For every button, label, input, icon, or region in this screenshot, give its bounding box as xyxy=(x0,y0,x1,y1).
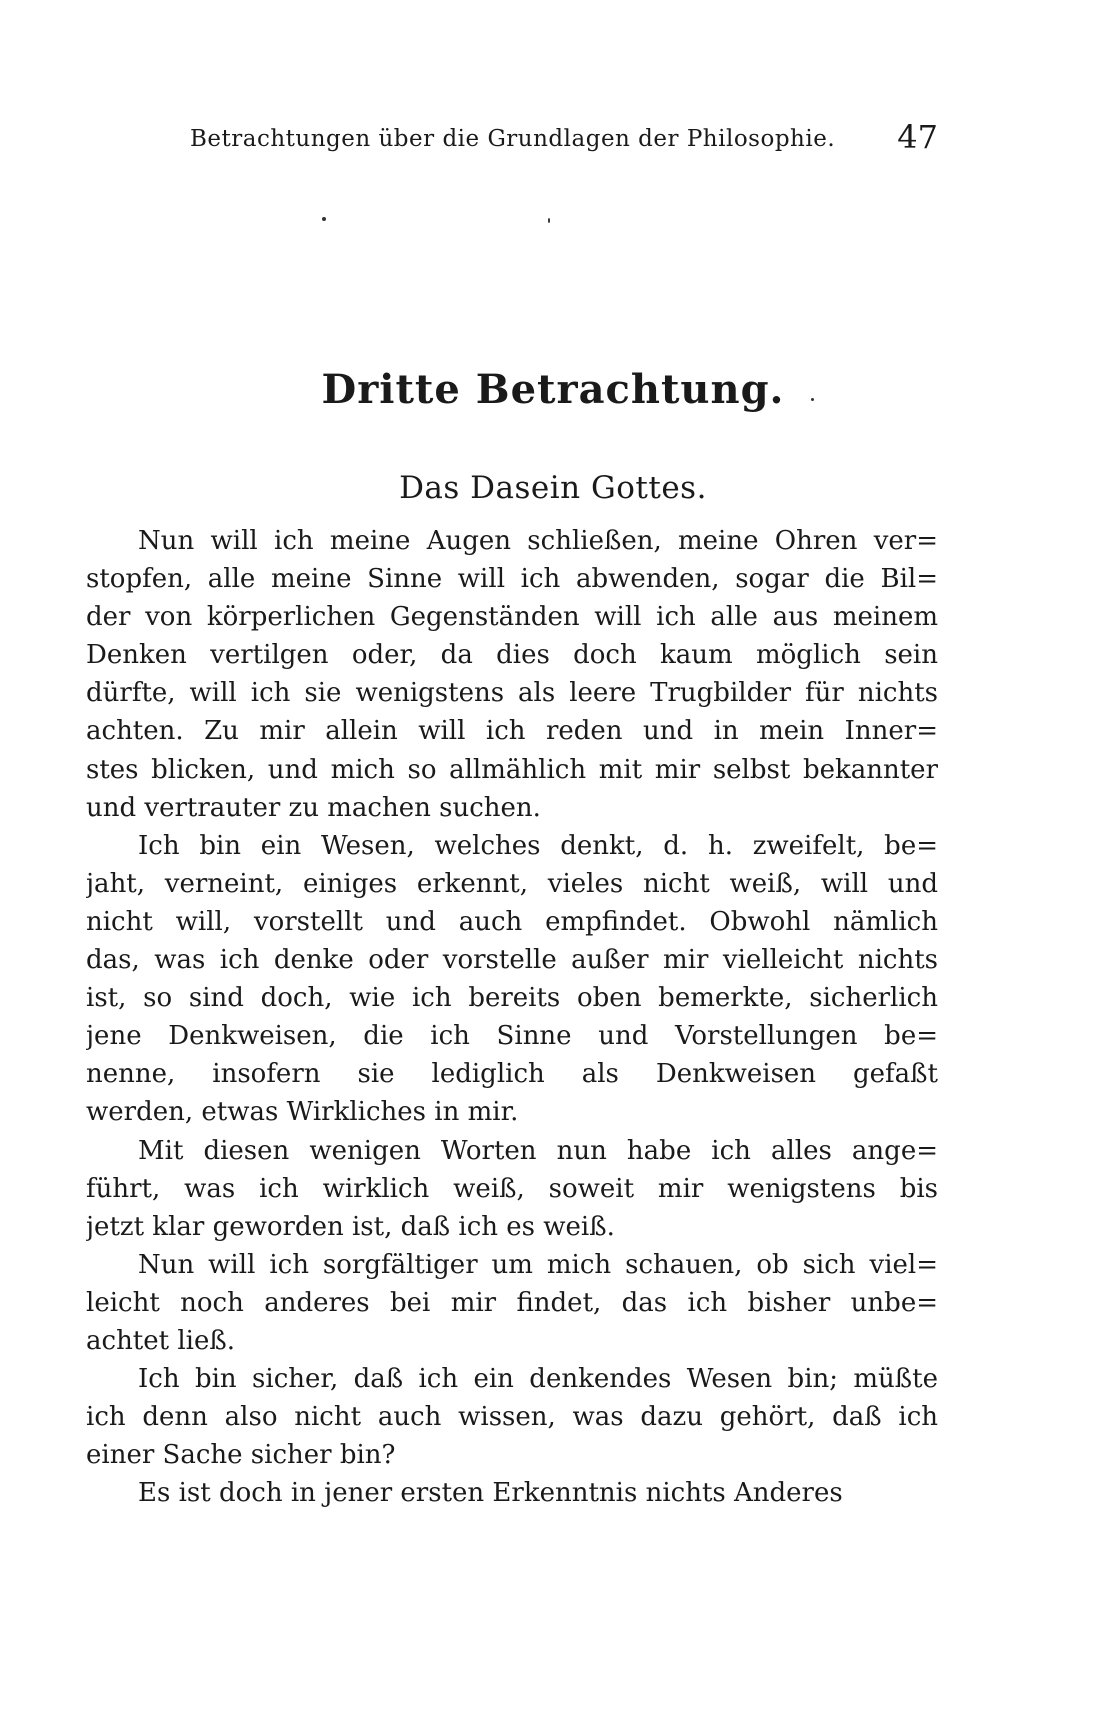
text-line: stes blicken, und mich so allmählich mit mir selbst bekannter xyxy=(86,754,938,785)
print-speck xyxy=(548,218,550,223)
text-line: ist, so sind doch, wie ich bereits oben bemerkte, sicherlich xyxy=(86,983,938,1014)
text-line: leicht noch anderes bei mir findet, das ich bisher unbe= xyxy=(86,1287,938,1318)
chapter-title: Dritte Betrachtung. xyxy=(321,366,785,413)
running-head xyxy=(86,118,938,158)
text-line: führt, was ich wirklich weiß, soweit mir wenigstens bis xyxy=(86,1173,938,1204)
paragraph xyxy=(86,1360,938,1474)
section-title: Das Dasein Gottes. xyxy=(399,470,707,506)
page-number: 47 xyxy=(897,118,938,156)
text-line: jetzt klar geworden ist, daß ich es weiß. xyxy=(86,1211,615,1242)
body-text xyxy=(86,522,938,1512)
text-line: Es ist doch in jener ersten Erkenntnis nichts Anderes xyxy=(138,1478,843,1509)
text-line: jaht, verneint, einiges erkennt, vieles nicht weiß, will und xyxy=(86,868,938,899)
text-line: Ich bin sicher, daß ich ein denkendes Wesen bin; müßte xyxy=(138,1364,938,1395)
text-line: Mit diesen wenigen Worten nun habe ich alles ange= xyxy=(138,1135,938,1166)
text-line: Nun will ich meine Augen schließen, meine Ohren ver= xyxy=(138,526,938,556)
text-line: Denken vertilgen oder, da dies doch kaum möglich sein xyxy=(86,640,938,671)
text-line: nicht will, vorstellt und auch empfindet. Obwohl nämlich xyxy=(86,906,938,937)
text-line: der von körperlichen Gegenständen will ich alle aus meinem xyxy=(86,602,938,633)
text-line: achtet ließ. xyxy=(86,1325,236,1356)
text-line: werden, etwas Wirkliches in mir. xyxy=(86,1097,519,1128)
text-line: ich denn also nicht auch wissen, was dazu gehört, daß ich xyxy=(86,1402,938,1433)
paragraph xyxy=(86,1246,938,1360)
text-line: Nun will ich sorgfältiger um mich schauen, ob sich viel= xyxy=(138,1249,938,1280)
text-line: dürfte, will ich sie wenigstens als leere Trugbilder für nichts xyxy=(86,678,938,709)
text-line: das, was ich denke oder vorstelle außer mir vielleicht nichts xyxy=(86,945,938,976)
paragraph xyxy=(86,1132,938,1246)
text-line: jene Denkweisen, die ich Sinne und Vorstellungen be= xyxy=(86,1021,938,1052)
paragraph xyxy=(86,522,938,827)
paragraph xyxy=(86,827,938,1132)
print-speck xyxy=(322,217,326,221)
text-line: Ich bin ein Wesen, welches denkt, d. h. zweifelt, be= xyxy=(138,830,938,861)
text-line: achten. Zu mir allein will ich reden und in mein Inner= xyxy=(86,716,938,747)
paragraph xyxy=(86,1474,938,1512)
text-line: und vertrauter zu machen suchen. xyxy=(86,792,541,823)
text-line: stopfen, alle meine Sinne will ich abwenden, sogar die Bil= xyxy=(86,564,938,595)
running-head-title: Betrachtungen über die Grundlagen der Philosophie. xyxy=(190,126,836,152)
text-line: einer Sache sicher bin? xyxy=(86,1440,396,1471)
text-line: nenne, insofern sie lediglich als Denkweisen gefaßt xyxy=(86,1059,938,1090)
